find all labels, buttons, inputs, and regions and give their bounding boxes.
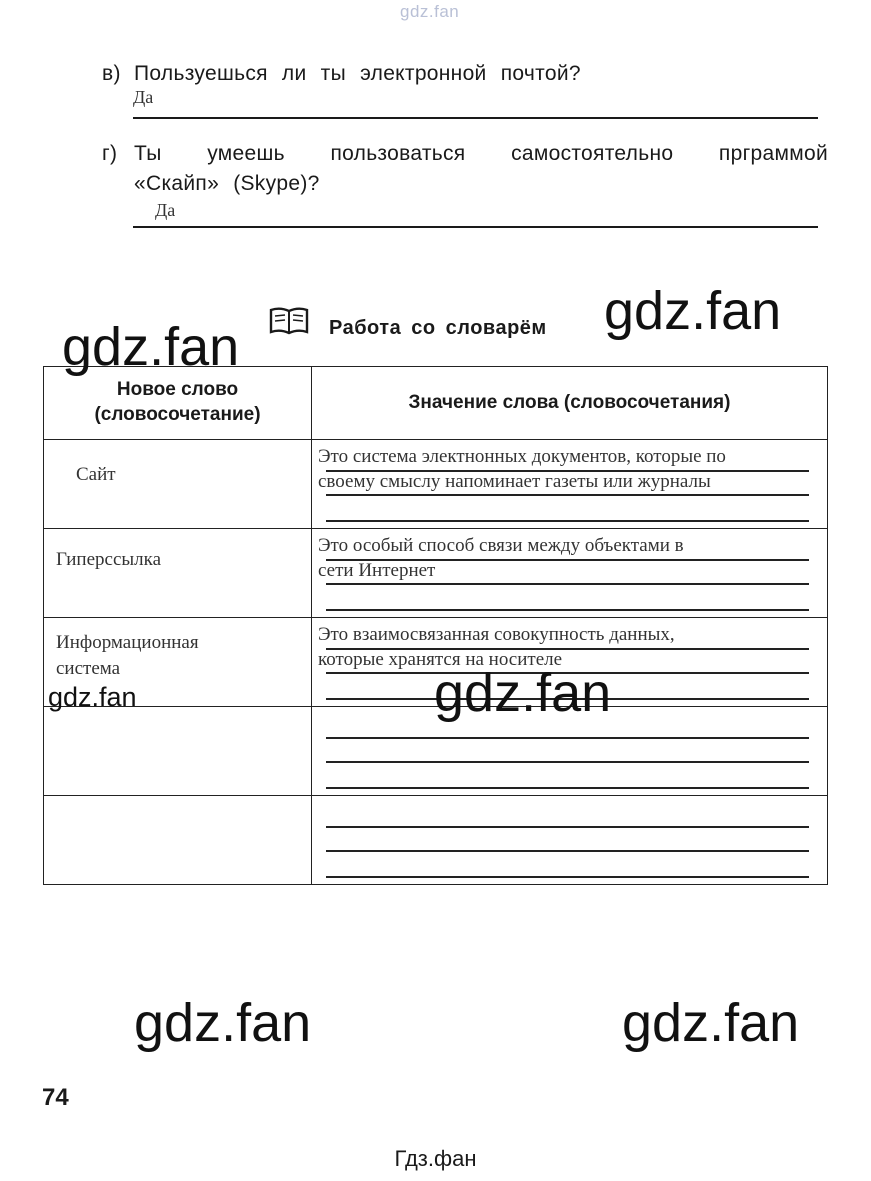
question-g-text-line1: Ты умеешь пользоваться самостоятельно прграммой [134, 142, 828, 165]
table-row [44, 796, 828, 885]
watermark: gdz.fan [62, 317, 240, 377]
answer-line [133, 226, 818, 228]
meaning-line: которые хранятся на носителе [318, 649, 563, 671]
table-header-row [44, 367, 828, 440]
meaning-cell[interactable] [312, 440, 828, 529]
meaning-text [318, 444, 827, 495]
meaning-line: сети Интернет [318, 560, 436, 582]
term-cell[interactable] [44, 796, 312, 885]
writing-lines [326, 796, 809, 884]
header-meaning-text: Значение слова (словосочетания) [408, 391, 731, 413]
question-g-answer[interactable]: Да [155, 200, 176, 220]
question-g-label: г) [102, 142, 118, 165]
meaning-line: Это система электнонных документов, которые по [318, 446, 726, 467]
header-new-word-text: Новое слово (словосочетание) [94, 379, 261, 425]
header-meaning [312, 367, 828, 440]
meaning-line: Это особый способ связи между объектами в [318, 535, 684, 556]
footer-text: Гдз.фан [394, 1146, 477, 1171]
section-title: Работа со словарём [329, 317, 547, 339]
term-cell[interactable] [44, 707, 312, 796]
watermark-top: gdz.fan [400, 2, 460, 21]
question-v-label: в) [102, 62, 121, 85]
meaning-cell[interactable] [312, 796, 828, 885]
page-number: 74 [42, 1084, 69, 1111]
meaning-line: своему смыслу напоминает газеты или журналы [318, 471, 711, 493]
table-row [44, 440, 828, 529]
table-row [44, 529, 828, 618]
question-v-text: Пользуешься ли ты электронной почтой? [134, 62, 581, 85]
meaning-text [318, 533, 827, 584]
header-new-word [44, 367, 312, 440]
vocabulary-table [43, 366, 828, 885]
answer-line [133, 117, 818, 119]
term-text: Сайт [76, 464, 116, 485]
meaning-line: Это взаимосвязанная совокупность данных, [318, 624, 675, 645]
question-v-answer[interactable]: Да [133, 87, 154, 107]
watermark: gdz.fan [604, 281, 782, 341]
term-text: Гиперссылка [56, 549, 162, 570]
watermark: gdz.fan [134, 993, 312, 1053]
watermark: gdz.fan [48, 682, 137, 712]
watermark: gdz.fan [622, 993, 800, 1053]
term-cell[interactable] [44, 529, 312, 618]
book-icon [269, 306, 309, 336]
meaning-cell[interactable] [312, 529, 828, 618]
question-g-text-line2: «Скайп» (Skype)? [134, 172, 320, 195]
watermark: gdz.fan [434, 663, 612, 723]
term-cell[interactable] [44, 440, 312, 529]
term-text: Информационная система [56, 632, 199, 679]
